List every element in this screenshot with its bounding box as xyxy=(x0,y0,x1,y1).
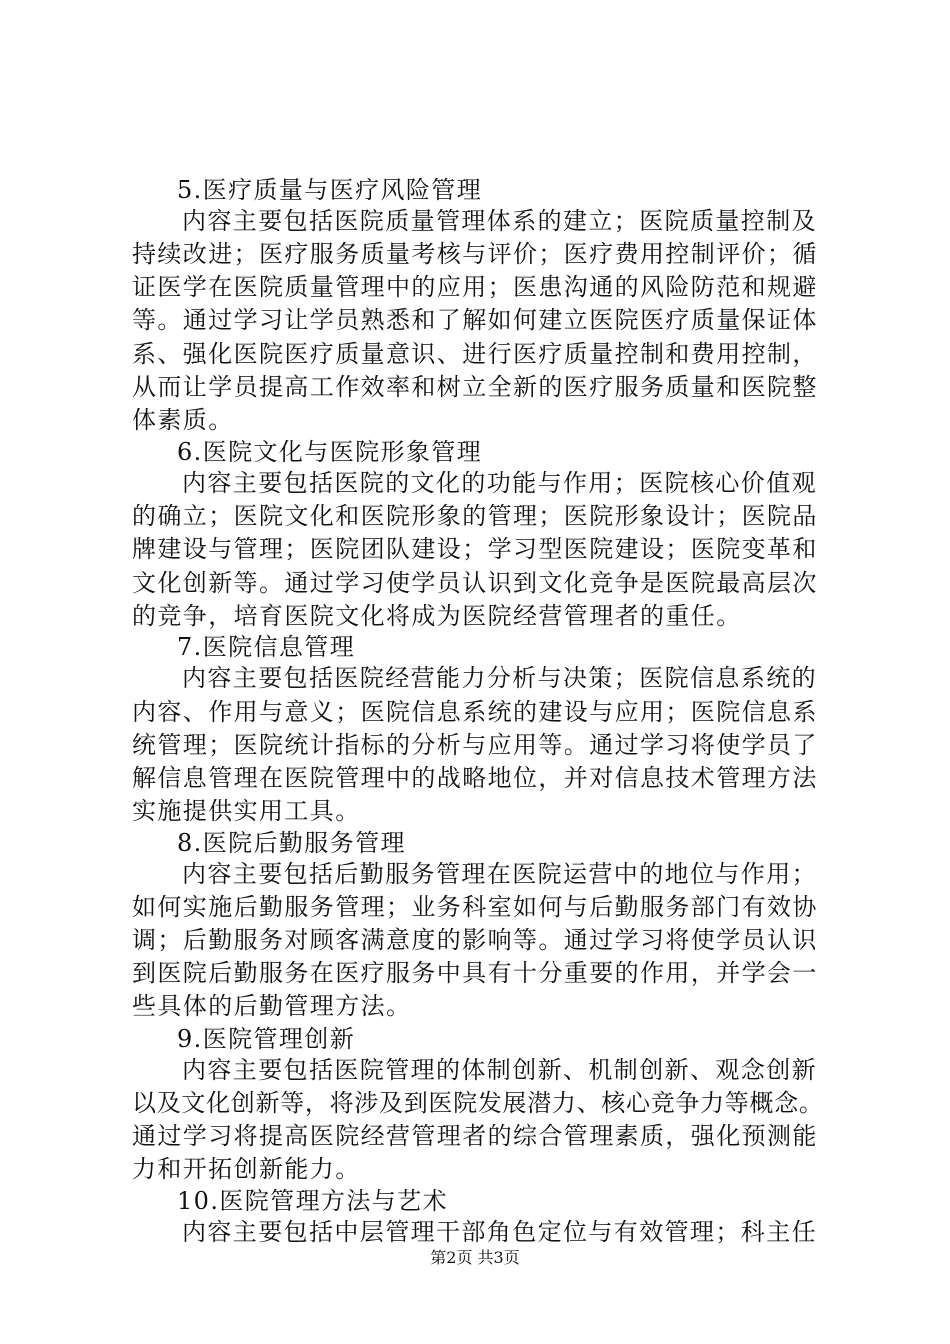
line-26: 些具体的后勤管理方法。 xyxy=(132,992,412,1020)
line-11: 的确立；医院文化和医院形象的管理；医院形象设计；医院品 xyxy=(132,502,818,530)
line-27: 9.医院管理创新 xyxy=(177,1025,356,1053)
line-19: 解信息管理在医院管理中的战略地位，并对信息技术管理方法 xyxy=(132,764,818,792)
page-footer: 第2页 共3页 xyxy=(430,1248,520,1267)
line-13: 文化创新等。通过学习使学员认识到文化竞争是医院最高层次 xyxy=(132,569,818,597)
line-4: 证医学在医院质量管理中的应用；医患沟通的风险防范和规避 xyxy=(132,273,818,301)
line-25: 到医院后勤服务在医疗服务中具有十分重要的作用，并学会一 xyxy=(132,959,818,987)
line-32: 10.医院管理方法与艺术 xyxy=(177,1187,448,1215)
line-2: 内容主要包括医院质量管理体系的建立；医院质量控制及 xyxy=(182,207,817,235)
line-31: 力和开拓创新能力。 xyxy=(132,1155,361,1183)
line-15: 7.医院信息管理 xyxy=(177,633,356,661)
line-28: 内容主要包括医院管理的体制创新、机制创新、观念创新 xyxy=(182,1056,817,1084)
line-8: 体素质。 xyxy=(132,406,234,434)
line-23: 如何实施后勤服务管理；业务科室如何与后勤服务部门有效协 xyxy=(132,893,818,921)
line-3: 持续改进；医疗服务质量考核与评价；医疗费用控制评价；循 xyxy=(132,240,818,268)
line-14: 的竞争，培育医院文化将成为医院经营管理者的重任。 xyxy=(132,602,742,630)
line-9: 6.医院文化与医院形象管理 xyxy=(177,438,483,466)
line-5: 等。通过学习让学员熟悉和了解如何建立医院医疗质量保证体 xyxy=(132,306,818,334)
line-10: 内容主要包括医院的文化的功能与作用；医院核心价值观 xyxy=(182,469,817,497)
line-16: 内容主要包括医院经营能力分析与决策；医院信息系统的 xyxy=(182,664,817,692)
line-6: 系、强化医院医疗质量意识、进行医疗质量控制和费用控制， xyxy=(132,340,818,368)
line-24: 调；后勤服务对顾客满意度的影响等。通过学习将使学员认识 xyxy=(132,926,818,954)
line-12: 牌建设与管理；医院团队建设；学习型医院建设；医院变革和 xyxy=(132,535,818,563)
line-7: 从而让学员提高工作效率和树立全新的医疗服务质量和医院整 xyxy=(132,373,818,401)
line-21: 8.医院后勤服务管理 xyxy=(177,829,406,857)
line-33: 内容主要包括中层管理干部角色定位与有效管理；科主任 xyxy=(182,1218,817,1246)
line-1: 5.医疗质量与医疗风险管理 xyxy=(177,176,483,204)
line-30: 通过学习将提高医院经营管理者的综合管理素质，强化预测能 xyxy=(132,1122,818,1150)
line-20: 实施提供实用工具。 xyxy=(132,797,361,825)
line-29: 以及文化创新等，将涉及到医院发展潜力、核心竞争力等概念。 xyxy=(132,1089,824,1117)
line-17: 内容、作用与意义；医院信息系统的建设与应用；医院信息系 xyxy=(132,698,818,726)
line-22: 内容主要包括后勤服务管理在医院运营中的地位与作用； xyxy=(182,860,817,888)
line-18: 统管理；医院统计指标的分析与应用等。通过学习将使学员了 xyxy=(132,731,818,759)
